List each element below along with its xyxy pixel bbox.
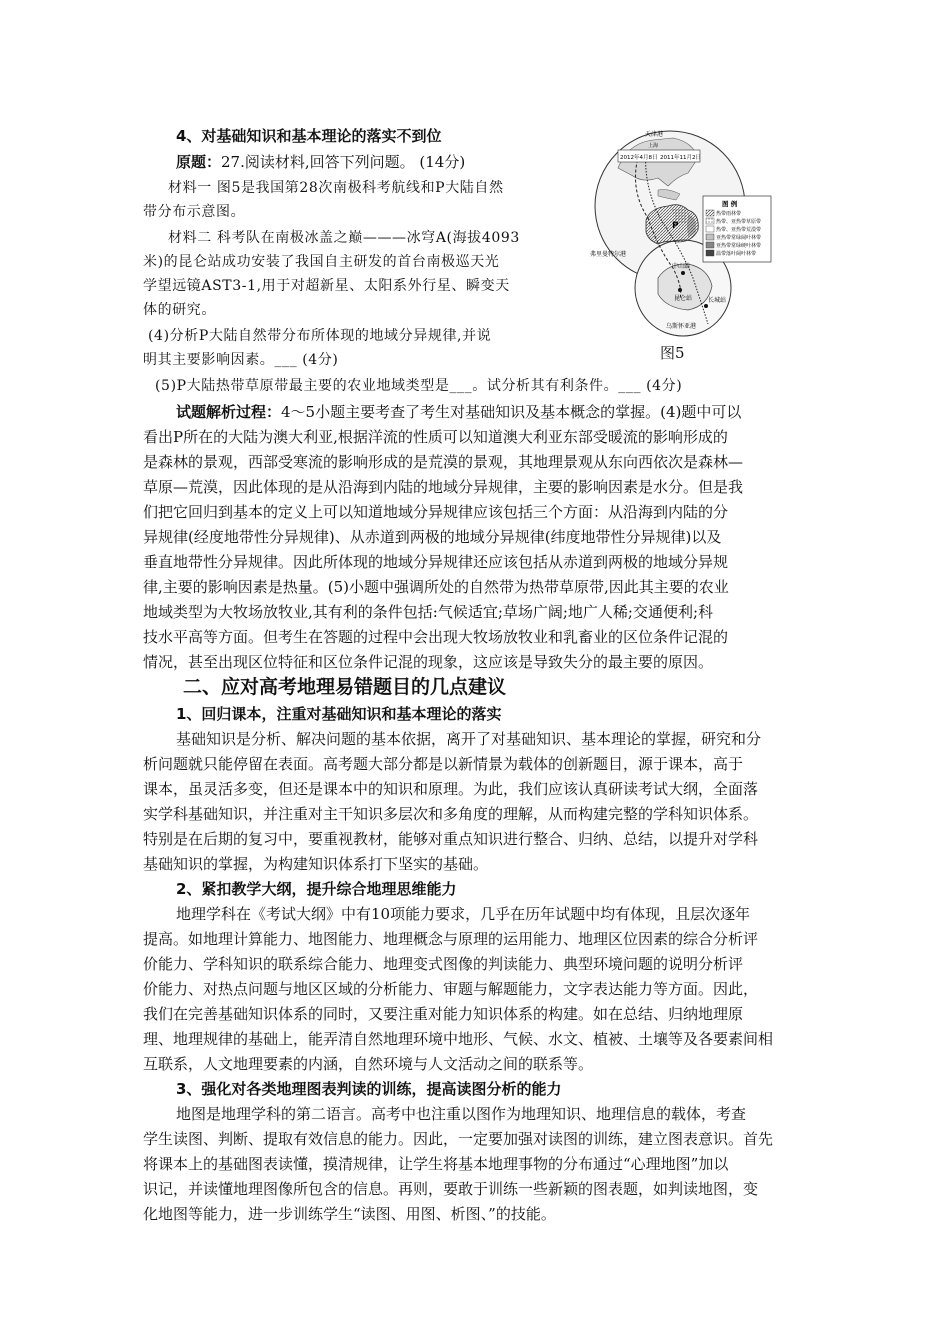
figure-caption: 图5 <box>660 344 685 362</box>
question4-line2: 明其主要影响因素。___ (4分) <box>143 352 339 368</box>
legend-swatch-4 <box>706 234 714 240</box>
label-ushuaia: 乌斯怀亚港 <box>666 323 697 330</box>
material2-line3: 学望远镜AST3-1,用于对超新星、太阳系外行星、瞬变天 <box>143 278 510 294</box>
question-intro-line <box>176 150 465 174</box>
s2-line-6: 互联系，人文地理要素的内涵，自然环境与人文活动之间的联系等。 <box>143 1055 594 1073</box>
question-intro: 27.阅读材料,回答下列问题。 (14分) <box>221 153 466 171</box>
question-label: 原题： <box>176 153 222 171</box>
analysis-line-7: 律,主要的影响因素是热量。(5)小题中强调所处的自然带为热带草原带,因此其主要的农业 <box>143 578 729 596</box>
legend-swatch-1 <box>706 210 714 216</box>
label-zhongshan: 中山站 <box>672 263 691 270</box>
s2-line-0: 地理学科在《考试大纲》中有10项能力要求，几乎在历年试题中均有体现，且层次逐年 <box>176 905 751 923</box>
legend-item-2: 热带、亚热带草原带 <box>716 219 762 225</box>
s2-title: 2、紧扣教学大纲，提升综合地理思维能力 <box>176 880 457 898</box>
analysis-line-8: 地域类型为大牧场放牧业,其有利的条件包括:气候适宜;草场广阔;地广人稀;交通便利;科 <box>143 603 714 621</box>
s1-title: 1、回归课本，注重对基础知识和基本理论的落实 <box>176 705 502 723</box>
s3-line-4: 化地图等能力，进一步训练学生“读图、用图、析图、”的技能。 <box>143 1205 556 1223</box>
s2-line-4: 我们在完善基础知识体系的同时，又要注重对能力知识体系的构建。如在总结、归纳地理原 <box>143 1005 744 1023</box>
material2-line4: 体的研究。 <box>143 302 216 318</box>
label-p: P <box>672 221 679 231</box>
analysis-line-6: 垂直地带性分异规律。因此所体现的地域分异规律还应该包括从赤道到两极的地域分异规 <box>143 553 729 571</box>
label-date1: 2012年4月8日 <box>620 155 658 161</box>
kunlun-dot <box>678 288 682 292</box>
analysis-line-3: 草原—荒漠，因此体现的是从沿海到内陆的地域分异规律，主要的影响因素是水分。但是我 <box>143 478 744 496</box>
analysis-line-5: 异规律(经度地带性分异规律)、从赤道到两极的地域分异规律(纬度地带性分异规律)以及 <box>143 528 722 546</box>
label-changcheng: 长城站 <box>708 297 727 304</box>
material1-line2: 带分布示意图。 <box>143 204 246 220</box>
legend-swatch-5 <box>706 242 714 248</box>
s2-line-3: 价能力、对热点问题与地区区域的分析能力、审题与解题能力，文字表达能力等方面。因此， <box>143 980 759 998</box>
label-date2: 2011年11月2日 <box>660 155 701 161</box>
s2-line-5: 理、地理规律的基础上，能弄清自然地理环境中地形、气候、水文、植被、土壤等及各要素间相 <box>143 1030 774 1048</box>
legend-item-6: 温带落叶阔叶林带 <box>716 251 757 257</box>
legend-item-3: 热带、亚热带荒漠带 <box>716 227 762 233</box>
s3-line-1: 学生读图、判断、提取有效信息的能力。因此，一定要加强对读图的训练，建立图表意识。首先 <box>143 1130 774 1148</box>
label-shanghai: 上海 <box>648 143 659 149</box>
legend-swatch-6 <box>706 250 714 256</box>
material2-line1: 材料二 科考队在南极冰盖之巅———冰穹A(海拔4093 <box>168 230 520 246</box>
question4-line1: (4)分析P大陆自然带分布所体现的地域分异规律,并说 <box>148 328 492 344</box>
analysis-label: 试题解析过程： <box>176 403 282 421</box>
material1-line1: 材料一 图5是我国第28次南极科考航线和P大陆自然 <box>168 180 504 196</box>
s2-line-1: 提高。如地理计算能力、地图能力、地理概念与原理的运用能力、地理区位因素的综合分析评 <box>143 930 759 948</box>
s2-line-2: 价能力、学科知识的联系综合能力、地理变式图像的判读能力、典型环境问题的说明分析评 <box>143 955 744 973</box>
s1-line-3: 实学科基础知识，并注重对主干知识多层次和多角度的理解，从而构建完整的学科知识体系。 <box>143 805 759 823</box>
analysis-line-9: 技水平高等方面。但考生在答题的过程中会出现大牧场放牧业和乳畜业的区位条件记混的 <box>143 628 729 646</box>
question5-line: (5)P大陆热带草原带最主要的农业地域类型是___。试分析其有利条件。___ (4分) <box>155 378 683 394</box>
s1-line-5: 基础知识的掌握，为构建知识体系打下坚实的基础。 <box>143 855 489 873</box>
analysis-line-1: 看出P所在的大陆为澳大利亚,根据洋流的性质可以知道澳大利亚东部受暖流的影响形成的 <box>143 428 728 446</box>
legend-swatch-2 <box>706 218 714 224</box>
analysis-line-10: 情况，甚至出现区位特征和区位条件记混的现象，这应该是导致失分的最主要的原因。 <box>143 653 714 671</box>
section4-title: 4、对基础知识和基本理论的落实不到位 <box>176 127 442 145</box>
s1-line-0: 基础知识是分析、解决问题的基本依据，离开了对基础知识、基本理论的掌握，研究和分 <box>176 730 762 748</box>
material2-line2: 米)的昆仑站成功安装了我国自主研发的首台南极巡天光 <box>143 254 500 270</box>
part2-title: 二、应对高考地理易错题目的几点建议 <box>183 676 507 698</box>
s1-line-1: 析问题就只能停留在表面。高考题大部分都是以新情景为载体的创新题目，源于课本，高于 <box>143 755 744 773</box>
legend-swatch-3 <box>706 226 714 232</box>
zhongshan-dot <box>681 271 685 275</box>
s3-title: 3、强化对各类地理图表判读的训练，提高读图分析的能力 <box>176 1080 562 1098</box>
analysis-line-0 <box>176 400 741 424</box>
label-fremantle: 弗里曼特尔港 <box>590 251 627 258</box>
legend-item-1: 热带雨林带 <box>716 211 742 217</box>
s3-line-2: 将课本上的基础图表读懂，摸清规律，让学生将基本地理事物的分布通过“心理地图”加以 <box>143 1155 729 1173</box>
figure-5-map <box>588 128 773 368</box>
label-kunlun: 昆仑站 <box>674 295 693 302</box>
legend-title: 图 例 <box>722 200 738 208</box>
analysis-line-4: 们把它回归到基本的定义上可以知道地域分异规律应该包括三个方面：从沿海到内陆的分 <box>143 503 729 521</box>
legend-item-5: 亚热带常绿硬叶林带 <box>716 243 762 249</box>
label-tianjin: 天津港 <box>645 131 664 138</box>
analysis-text-0: 4～5小题主要考查了考生对基础知识及基本概念的掌握。(4)题中可以 <box>281 403 742 421</box>
analysis-line-2: 是森林的景观，西部受寒流的影响形成的是荒漠的景观，其地理景观从东向西依次是森林— <box>143 453 744 471</box>
map-illustration <box>588 128 773 343</box>
changcheng-dot <box>704 304 708 308</box>
s3-line-0: 地图是地理学科的第二语言。高考中也注重以图作为地理知识、地理信息的载体，考查 <box>176 1105 747 1123</box>
legend-item-4: 亚热带常绿阔叶林带 <box>716 235 762 241</box>
s3-line-3: 识记，并读懂地理图像所包含的信息。再则，要敢于训练一些新颖的图表题，如判读地图，变 <box>143 1180 759 1198</box>
s1-line-2: 课本，虽灵活多变，但还是课本中的知识和原理。为此，我们应该认真研读考试大纲，全面落 <box>143 780 759 798</box>
s1-line-4: 特别是在后期的复习中，要重视教材，能够对重点知识进行整合、归纳、总结，以提升对学科 <box>143 830 759 848</box>
